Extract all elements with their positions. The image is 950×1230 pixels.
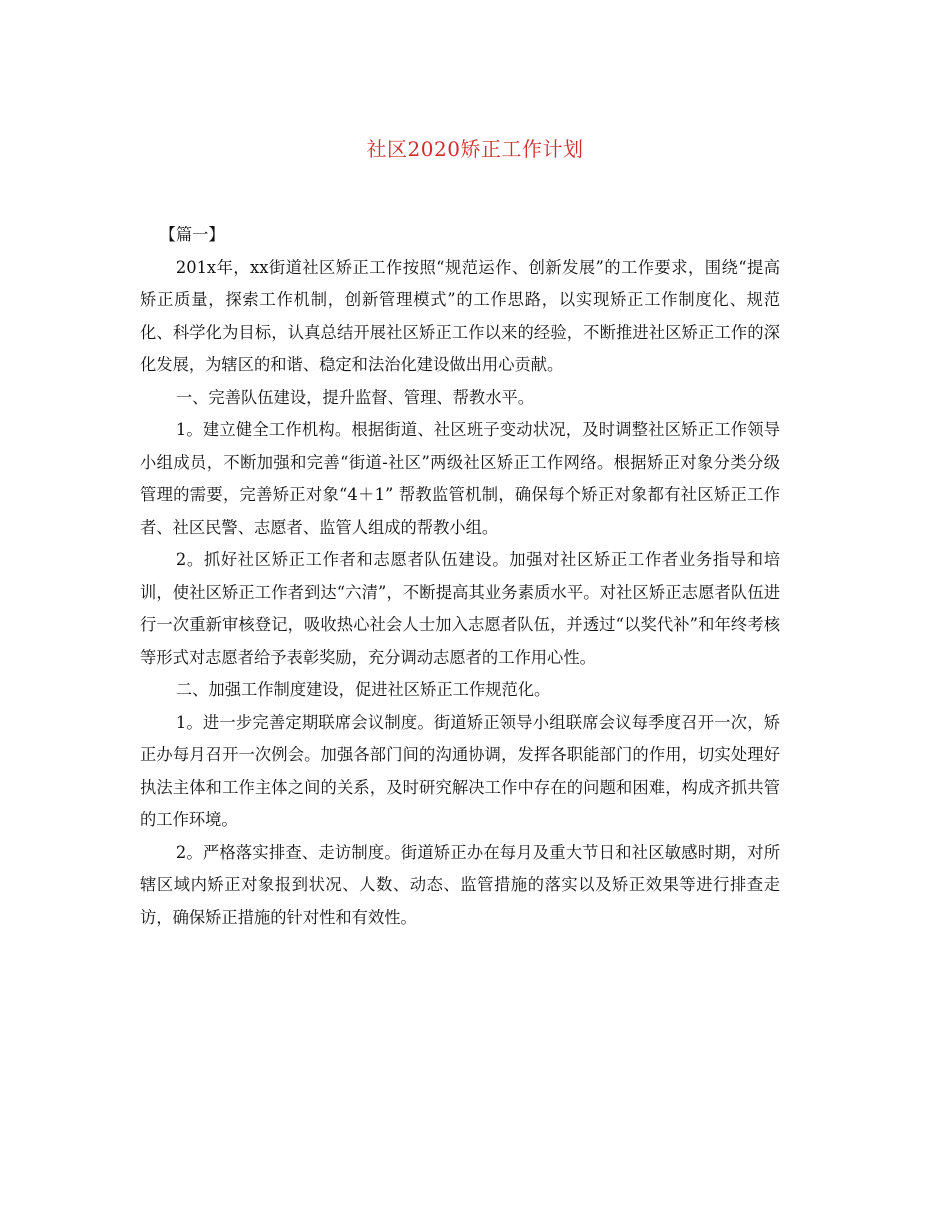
document-body xyxy=(140,219,780,934)
paragraph-1-1: 1。建立健全工作机构。根据街道、社区班子变动状况，及时调整社区矫正工作领导小组成员，不断加强和完善“街道-社区”两级社区矫正工作网络。根据矫正对象分类分级管理的需要，完善矫正对象“4＋1” 帮教监管机制，确保每个矫正对象都有社区矫正工作者、社区民警、志愿者、监管人组成的帮教小组。 xyxy=(140,420,780,537)
section-heading-2: 二、加强工作制度建设，促进社区矫正工作规范化。 xyxy=(175,680,551,699)
paragraph-2-1: 1。进一步完善定期联席会议制度。街道矫正领导小组联席会议每季度召开一次，矫正办每月召开一次例会。加强各部门间的沟通协调，发挥各职能部门的作用，切实处理好执法主体和工作主体之间的关系，及时研究解决工作中存在的问题和困难，构成齐抓共管的工作环境。 xyxy=(140,712,780,829)
document-title: 社区2020矫正工作计划 xyxy=(366,137,584,161)
part-label: 【篇一】 xyxy=(159,225,225,244)
paragraph-2-2: 2。严格落实排查、走访制度。街道矫正办在每月及重大节日和社区敏感时期，对所辖区域内矫正对象报到状况、人数、动态、监管措施的落实以及矫正效果等进行排查走访，确保矫正措施的针对性和有效性。 xyxy=(140,842,780,927)
paragraph-1-2: 2。抓好社区矫正工作者和志愿者队伍建设。加强对社区矫正工作者业务指导和培训，使社区矫正工作者到达“六清”，不断提高其业务素质水平。对社区矫正志愿者队伍进行一次重新审核登记，吸收热心社会人士加入志愿者队伍，并透过“以奖代补”和年终考核等形式对志愿者给予表彰奖励，充分调动志愿者的工作用心性。 xyxy=(140,550,780,667)
paragraph-intro: 201x年，xx街道社区矫正工作按照“规范运作、创新发展”的工作要求，围绕“提高矫正质量，探索工作机制，创新管理模式”的工作思路，以实现矫正工作制度化、规范化、科学化为目标，认真总结开展社区矫正工作以来的经验，不断推进社区矫正工作的深化发展，为辖区的和谐、稳定和法治化建设做出用心贡献。 xyxy=(140,257,780,374)
section-heading-1: 一、完善队伍建设，提升监督、管理、帮教水平。 xyxy=(175,387,535,407)
